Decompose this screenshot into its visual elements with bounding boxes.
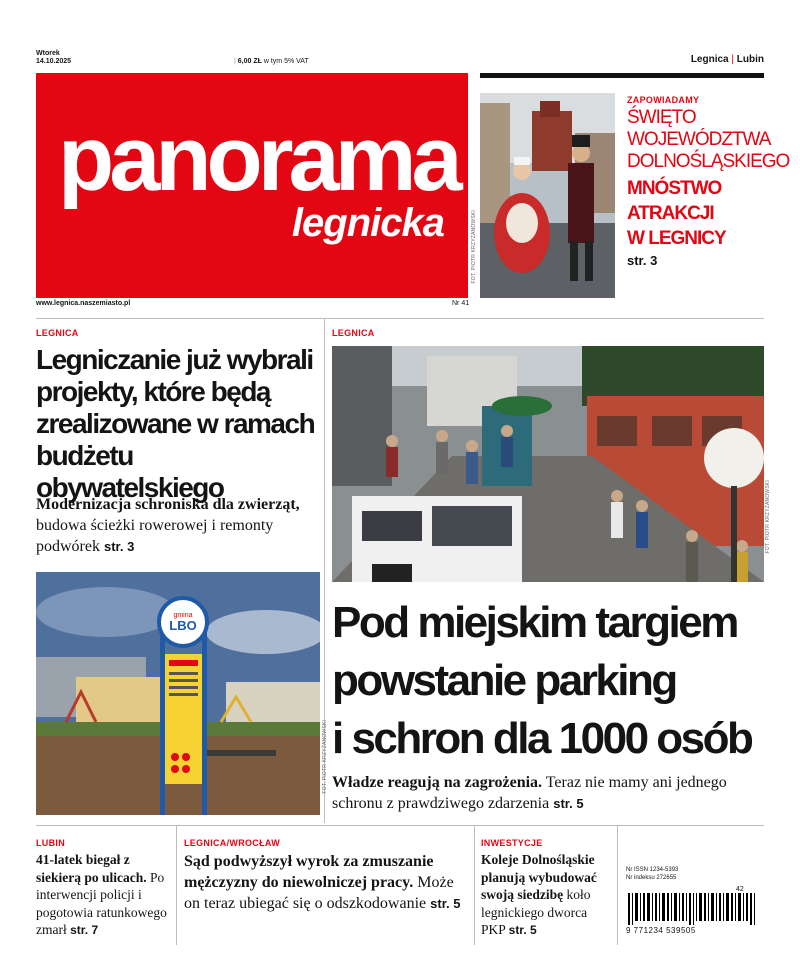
promo-credit: FOT. PIOTR KRZYŻANOWSKI	[471, 210, 477, 284]
main-story-credit: FOT. PIOTR KRZYŻANOWSKI	[765, 480, 771, 554]
barcode-icon	[626, 893, 764, 925]
market-image	[332, 346, 764, 582]
divider	[36, 825, 764, 826]
promo-photo	[480, 93, 615, 298]
price-line: | 6,00 ZŁ w tym 5% VAT	[234, 58, 309, 65]
teaser-wroclaw[interactable]	[184, 838, 468, 914]
sign-logo-small: gmina	[173, 612, 193, 619]
teaser-bold: Koleje Dolnośląskie planują wybudować swoją siedzibę	[481, 852, 597, 902]
issue-day: Wtorek	[36, 50, 60, 57]
teaser-body: Może on teraz ubiegać się o odszkodowanie	[184, 874, 454, 912]
masthead-title: panorama	[58, 108, 458, 210]
barcode-issue: 42	[736, 886, 744, 893]
divider	[36, 318, 764, 319]
teaser-inwestycje[interactable]	[481, 838, 613, 940]
issue-number: Nr 41	[452, 300, 470, 307]
left-story-credit: FOT. PIOTR KRZYŻANOWSKI	[322, 720, 328, 794]
main-headline-line: Pod miejskim targiem	[332, 598, 737, 647]
promo-bold-line: W LEGNICY	[627, 228, 726, 249]
masthead	[36, 73, 468, 298]
main-story-lead	[332, 772, 764, 814]
price: 6,00 ZŁ	[237, 58, 262, 65]
barcode-digits: 9 771234 539505	[626, 926, 696, 935]
promo-bold	[627, 176, 767, 251]
teaser-section: LUBIN	[36, 838, 65, 848]
teaser-section: LEGNICA/WROCŁAW	[184, 838, 280, 848]
promo-title-line: ŚWIĘTO	[627, 107, 696, 128]
promo-bold-line: ATRAKCJI	[627, 203, 714, 224]
teaser-page: str. 5	[430, 896, 461, 911]
left-story-lead-bold: Modernizacja schroniska dla zwierząt,	[36, 496, 300, 513]
issn: Nr ISSN 1234-5393	[626, 867, 679, 873]
teaser-bold: Sąd podwyższył wyrok za zmuszanie mężczyzny do niewolniczej pracy.	[184, 853, 434, 891]
issue-date: 14.10.2025	[36, 58, 72, 65]
left-story-photo	[36, 572, 320, 815]
teaser-text	[184, 851, 468, 914]
teaser-text	[36, 851, 172, 940]
left-story-lead-text: budowa ścieżki rowerowej i remonty podwórek	[36, 517, 274, 555]
teaser-lubin[interactable]	[36, 838, 172, 940]
teaser-bold: 41-latek biegał z siekierą po ulicach.	[36, 852, 147, 885]
left-story-page: str. 3	[103, 539, 135, 554]
promo-text	[627, 95, 790, 268]
issue-day-date	[36, 50, 71, 66]
promo-title-line: DOLNOŚLĄSKIEGO	[627, 151, 790, 172]
main-story-lead-bold: Władze reagują na zagrożenia.	[332, 774, 543, 791]
left-story-lead	[36, 494, 322, 557]
main-story-lead-text: Teraz nie mamy ani jednego schronu z prawdziwego zdarzenia	[332, 774, 727, 812]
main-story-headline[interactable]	[332, 594, 766, 768]
promo-title-line: WOJEWÓDZTWA	[627, 129, 771, 150]
divider	[474, 825, 475, 945]
vat-note: w tym 5% VAT	[263, 58, 309, 65]
teaser-page: str. 5	[508, 923, 537, 937]
main-headline-line: i schron dla 1000 osób	[332, 714, 752, 763]
sign-logo: LBO	[169, 618, 197, 633]
dancers-image	[480, 93, 615, 298]
teaser-page: str. 7	[70, 923, 99, 937]
promo-page: str. 3	[627, 253, 658, 268]
teaser-body: koło legnickiego dworca PKP	[481, 887, 591, 937]
website[interactable]: www.legnica.naszemiasto.pl	[36, 300, 131, 307]
index-number: Nr indeksu 272655	[626, 875, 677, 881]
region-legnica[interactable]: Legnica	[690, 54, 729, 65]
promo-title	[627, 107, 790, 173]
left-story-headline[interactable]: Legniczanie już wybrali projekty, które będą zrealizowane w ramach budżetu obywatelskiego	[36, 344, 315, 503]
region-links: Legnica | Lubin	[690, 54, 764, 65]
playground-sign-image	[36, 572, 320, 815]
region-lubin[interactable]: Lubin	[736, 54, 764, 65]
promo-kicker: ZAPOWIADAMY	[627, 95, 700, 105]
teaser-section: INWESTYCJE	[481, 838, 543, 848]
main-story-page: str. 5	[553, 796, 584, 811]
main-story-photo	[332, 346, 764, 582]
main-headline-line: powstanie parking	[332, 656, 676, 705]
promo-rule	[480, 73, 764, 78]
divider	[176, 825, 177, 945]
teaser-body: Po interwencji policji i pogotowia ratunkowego zmarł	[36, 869, 167, 937]
barcode-info	[626, 866, 678, 882]
promo-bold-line: MNÓSTWO	[627, 178, 722, 199]
left-story-section: LEGNICA	[36, 328, 79, 338]
masthead-subtitle: legnicka	[291, 201, 444, 245]
divider	[617, 825, 618, 945]
main-story-section: LEGNICA	[332, 328, 375, 338]
teaser-text	[481, 851, 613, 940]
